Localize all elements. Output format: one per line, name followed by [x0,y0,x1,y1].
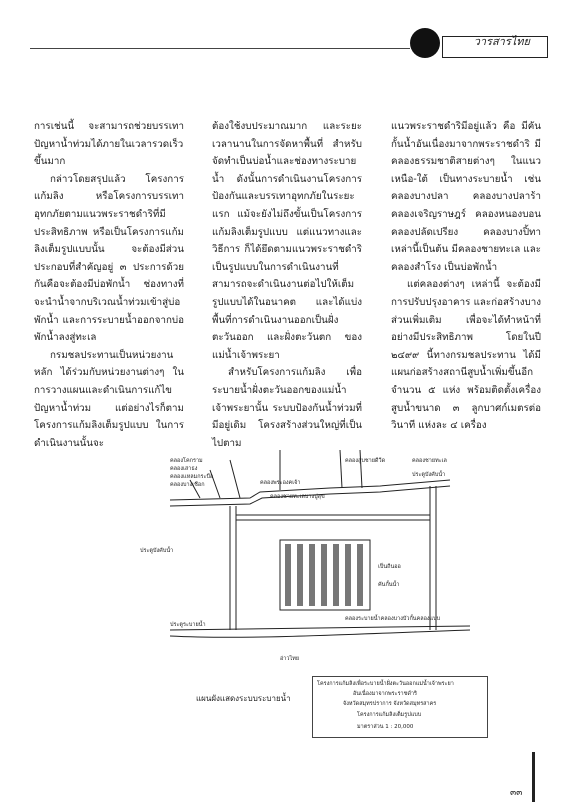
map-label: ประตูบังคับน้ำ [412,472,446,478]
paragraph: กล่าวโดยสรุปแล้ว โครงการแก้มลิง หรือโครงการบรรเทาอุทกภัยตามแนวพระราชดำริที่มีประสิทธิภาพ หรือเป็นโครงการแก้มลิงเต็มรูปแบบนั้น จะต้องมีส่วนประกอบที่สำคัญอยู่ ๓ ประการด้วยกันคือจะต้องมีบ่อพักน้ำ ช่องทางที่จะนำน้ำจากบริเวณน้ำท่วมเข้าสู่บ่อพักน้ำ และการระบายน้ำออกจากบ่อพักน้ำลงสู่ทะเล [34,173,184,344]
map-label: คลองพระองคเจ้า [260,480,301,486]
section-badge [410,32,550,58]
map-label: อ่าวไทย [280,656,300,662]
map-label: คลองระบายน้ำคลองบางบัวกั้นคลองแบบ [345,616,441,622]
paragraph: แต่คลองต่างๆ เหล่านี้ จะต้องมีการปรับปรุงอาคาร และก่อสร้างบางส่วนเพิ่มเติม เพื่อจะได้ทำหน้าที่อย่างมีประสิทธิภาพ โดยในปี ๒๔๙๙ นี้ทางกรมชลประทาน ได้มีแผนก่อสร้างสถานีสูบน้ำเพิ่มขึ้นอีกจำนวน ๕ แห่ง พร้อมติดตั้งเครื่องสูบน้ำขนาด ๓ ลูกบาศก์เมตรต่อวินาที แห่งละ ๔ เครื่อง [391,279,541,432]
profile-emblem-icon [410,28,440,58]
map-legend [312,676,488,738]
paragraph: สำหรับโครงการแก้มลิง เพื่อระบายน้ำฝั่งตะวันออกของแม่น้ำเจ้าพระยานั้น ระบบป้องกันน้ำท่วมที่มีอยู่เดิม โครงสร้างส่วนใหญ่ที่เป็นไปตาม [212,367,362,449]
map-label: ประตูระบายน้ำ [170,622,206,628]
map-label: คลองแหลมกระบือ [170,474,214,480]
map-label: คันกั้นน้ำ [378,582,400,588]
text-column-1 [34,118,184,452]
legend-line: โครงการแก้มลิงเต็มรูปแบบ [357,712,422,718]
text-column-3 [391,118,541,435]
legend-line: อันเนื่องมาจากพระราชดำริ [353,691,417,697]
map-label: คลองโคกราม [170,458,203,464]
text-column-2 [212,118,362,452]
legend-line: โครงการแก้มลิงเพื่อระบายน้ำฝั่งตะวันออกแม่น้ำเจ้าพระยา [317,681,454,687]
map-label: คลองชายทะเลบางปูสุข [270,494,325,500]
header-rule [30,48,410,49]
section-title: วารสารไทย [473,35,530,48]
paragraph: การเช่นนี้ จะสามารถช่วยบรรเทาปัญหาน้ำท่วมได้ภายในเวลารวดเร็วขึ้นมาก [34,121,184,168]
legend-scale: มาตราส่วน 1 : 20,000 [357,724,414,730]
map-label: คลองชายทะเล [412,458,447,464]
map-label: คลองบางเชือก [170,482,205,488]
map-label: คลองสูบชายดีวีด [345,458,386,464]
paragraph: แนวพระราชดำริมีอยู่แล้ว คือ มีคันกั้นน้ำอันเนื่องมาจากพระราชดำริ มีคลองธรรมชาติสายต่างๆ ในแนวเหนือ-ใต้ เป็นทางระบายน้ำ เช่น คลองบางปลา คลองบางปลาร้า คลองเจริญราษฎร์ คลองหนองบอน คลองปลัดเปรียง คลองบางปิ้ทา เหล่านี้เป็นต้น มีคลองชายทะเล และคลองสำโรง เป็นบ่อพักน้ำ [391,121,541,273]
drainage-system-map [130,440,490,670]
page-number: ๓๓ [510,788,523,798]
legend-line: จังหวัดสมุทรปราการ จังหวัดสมุทรสาคร [343,701,437,707]
map-label: คลองเสาธง [170,466,198,472]
map-label: เป็นถีนออ [378,564,401,570]
paragraph: ต้องใช้งบประมาณมาก และระยะเวลานานในการจัดหาพื้นที่ สำหรับจัดทำเป็นบ่อน้ำและช่องทางระบายน้ำ ดังนั้นการดำเนินงานโครงการป้องกันและบรรเทาอุทกภัยในระยะแรก แม้จะยังไม่ถึงขั้นเป็นโครงการแก้มลิงเต็มรูปแบบ แต่แนวทางและวิธีการ ก็ได้ยึดตามแนวพระราชดำริเป็นรูปแบบในการดำเนินงานที่สามารถจะดำเนินงานต่อไปให้เต็มรูปแบบได้ในอนาคต และได้แบ่งพื้นที่การดำเนินงานออกเป็นฝั่งตะวันออก และฝั่งตะวันตก ของแม่น้ำเจ้าพระยา [212,121,362,361]
page-edge-bar [532,752,535,802]
map-label: ประตูบังคับน้ำ [140,548,174,554]
paragraph: กรมชลประทานเป็นหน่วยงานหลัก ได้ร่วมกับหน่วยงานต่างๆ ในการวางแผนและดำเนินการแก้ไขปัญหาน้ำท่วม แต่อย่างไรก็ตามโครงการแก้มลิงเต็มรูปแบบ ในการดำเนินงานนั้นจะ [34,349,184,449]
map-title: แผนผังแสดงระบบระบายน้ำ [196,694,291,703]
